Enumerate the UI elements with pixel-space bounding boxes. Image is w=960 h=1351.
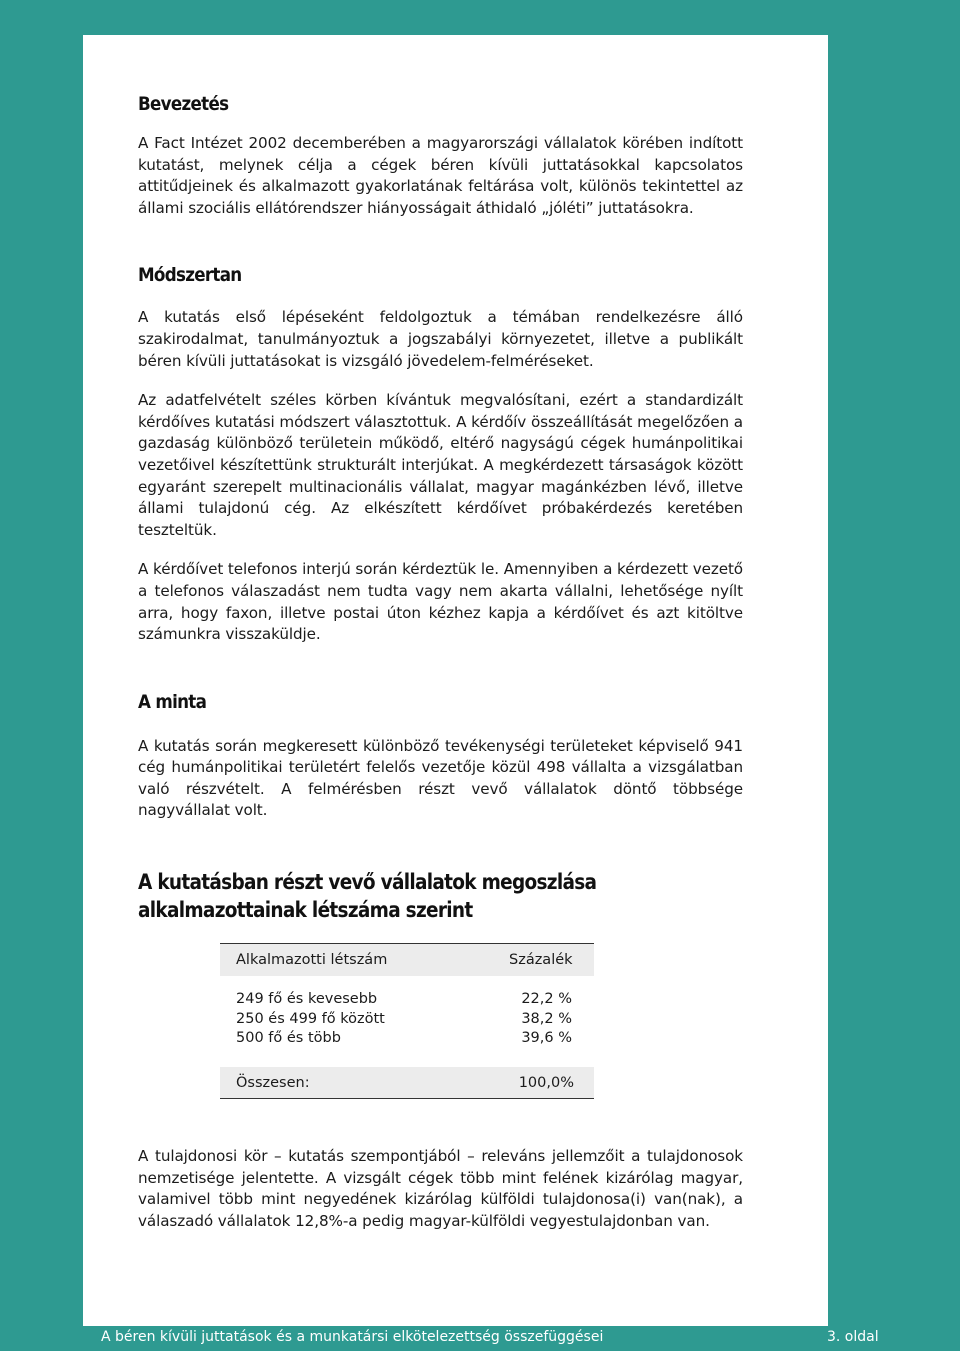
row-value: 38,2 % [521, 1010, 572, 1027]
table-header-col1: Alkalmazotti létszám [236, 952, 388, 969]
table-row [236, 990, 578, 1010]
distribution-table [220, 943, 594, 1099]
paragraph-tulajdonosi-kor: A tulajdonosi kör – kutatás szempontjából – releváns jellemzőit a tulajdonosok nemzetisége jelentette. A vizsgált cégek több mint felének kizárólag magyar, valamivel több mint negyedének kizárólag külföldi tulajdonosa(i) van(nak), a válaszadó vállalatok 12,8%-a pedig magyar-külföldi vegyestulajdonban van. [138, 1147, 743, 1230]
footer-title: A béren kívüli juttatások és a munkatársi elkötelezettség összefüggései [101, 1329, 604, 1345]
page-number: 3. oldal [827, 1329, 879, 1345]
document-page [83, 35, 828, 1326]
paragraph-bevezetes: A Fact Intézet 2002 decemberében a magyarországi vállalatok körében indított kutatást, melynek célja a cégek béren kívüli juttatásokkal kapcsolatos attitűdjeinek és alkalmazott gyakorlatának feltárása volt, különös tekintettel az állami szociális ellátórendszer hiányosságait áthidaló „jóléti” juttatásokra. [138, 134, 743, 217]
row-label: 500 fő és több [236, 1030, 341, 1047]
table-row [236, 1029, 578, 1049]
paragraph-modszertan-1: A kutatás első lépéseként feldolgoztuk a témában rendelkezésre álló szakirodalmat, tanulmányoztuk a jogszabályi környezetet, illetve a publikált béren kívüli juttatásokat is vizsgáló jövedelem-felméréseket. [138, 308, 743, 370]
total-label: Összesen: [236, 1074, 310, 1091]
table-header-col2: Százalék [509, 952, 573, 969]
row-value: 22,2 % [521, 991, 572, 1008]
total-value: 100,0% [518, 1074, 574, 1091]
row-value: 39,6 % [521, 1030, 572, 1047]
table-title: A kutatásban részt vevő vállalatok megoszlása alkalmazottainak létszáma szerint [138, 870, 597, 923]
page-footer [0, 1326, 960, 1351]
section-title-minta: A minta [138, 690, 207, 713]
table-body [220, 976, 594, 1057]
row-label: 250 és 499 fő között [236, 1010, 385, 1027]
paragraph-modszertan-3: A kérdőívet telefonos interjú során kérdeztük le. Amennyiben a kérdezett vezető a telefonos válaszadást nem tudta vagy nem akarta vállalni, lehetősége nyílt arra, hogy faxon, illetve postai úton kézhez kapja a kérdőívet és azt kitöltve számunkra visszaküldje. [138, 560, 743, 644]
section-title-bevezetes: Bevezetés [138, 93, 229, 115]
table-header [220, 943, 594, 976]
paragraph-modszertan-2: Az adatfelvételt széles körben kívántuk megvalósítani, ezért a standardizált kérdőíves kutatási módszert választottuk. A kérdőív összeállítását megelőzően a gazdaság különböző területein működő, eltérő nagyságú cégek humánpolitikai vezetőivel készítettünk strukturált interjúkat. A megkérdezett társaságok között egyaránt szerepelt multinacionális vállalat, magyar magánkézben lévő, illetve állami tulajdonú cég. Az elkészített kérdőívet próbakérdezés keretében teszteltük. [138, 391, 743, 539]
table-row [236, 1010, 578, 1030]
row-label: 249 fő és kevesebb [236, 991, 378, 1008]
page-content [138, 93, 743, 1233]
section-title-modszertan: Módszertan [138, 264, 242, 287]
table-total-row [220, 1067, 594, 1099]
paragraph-minta: A kutatás során megkeresett különböző tevékenységi területeket képviselő 941 cég humánpolitikai területért felelős vezetője közül 498 vállalta a vizsgálatban való részvételt. A felmérésben részt vevő vállalatok döntő többsége nagyvállalat volt. [138, 736, 743, 820]
